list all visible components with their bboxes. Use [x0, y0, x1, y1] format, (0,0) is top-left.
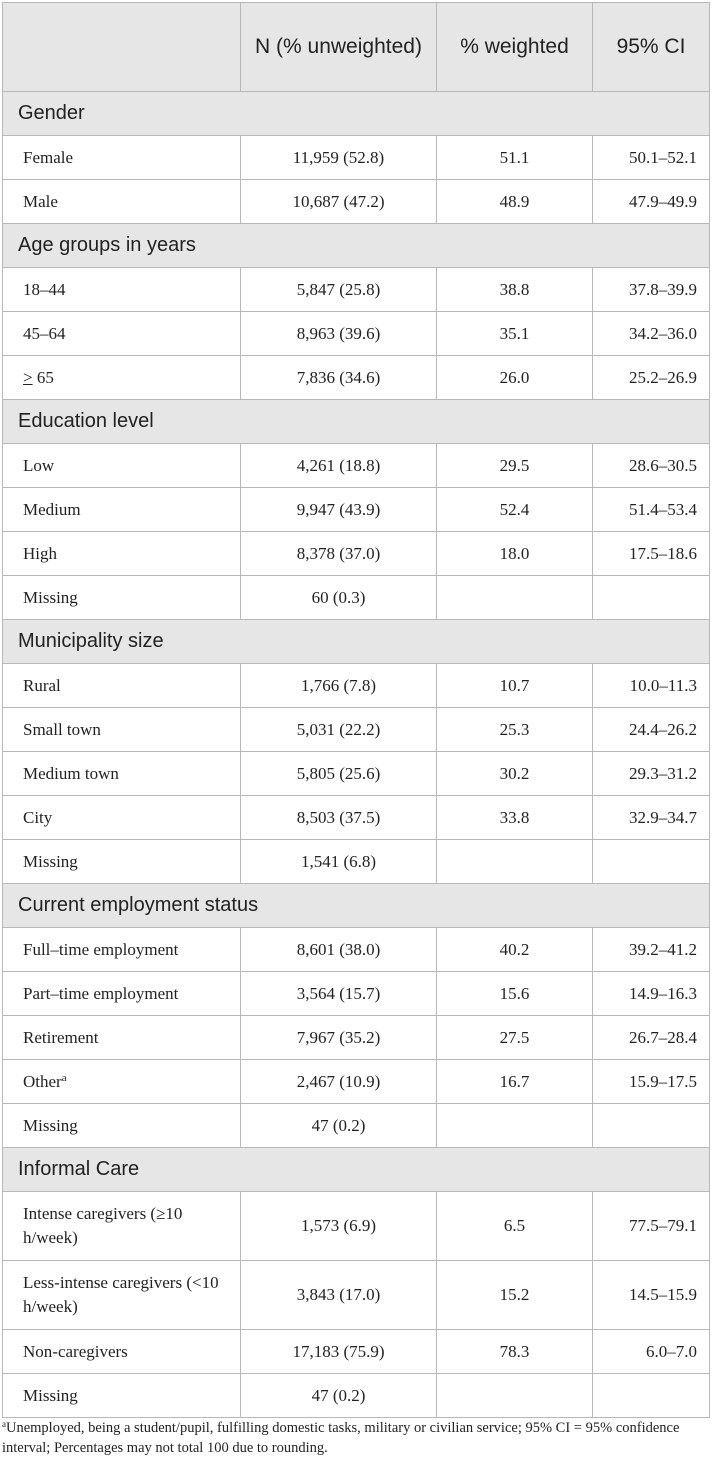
- cell-weighted: 38.8: [437, 268, 593, 312]
- cell-weighted: 52.4: [437, 488, 593, 532]
- row-label: [3, 1016, 241, 1060]
- cell-weighted: 10.7: [437, 664, 593, 708]
- header-weighted: % weighted: [437, 3, 593, 92]
- cell-weighted: 16.7: [437, 1060, 593, 1104]
- label-text: 18–44: [23, 279, 66, 299]
- cell-weighted: 25.3: [437, 708, 593, 752]
- row-label: [3, 928, 241, 972]
- cell-ci: 17.5–18.6: [593, 532, 710, 576]
- label-text: Rural: [23, 675, 61, 695]
- cell-weighted: 18.0: [437, 532, 593, 576]
- table-row: [3, 972, 710, 1016]
- row-label: [3, 752, 241, 796]
- cell-weighted: 27.5: [437, 1016, 593, 1060]
- row-label: [3, 136, 241, 180]
- footnote: [2, 1418, 709, 1458]
- row-label: [3, 840, 241, 884]
- label-text: Medium town: [23, 763, 119, 783]
- label-text: Retirement: [23, 1027, 99, 1047]
- row-label: [3, 576, 241, 620]
- cell-ci: 51.4–53.4: [593, 488, 710, 532]
- section-row: [3, 92, 710, 136]
- label-text: Less-intense caregivers (<10 h/week): [23, 1273, 219, 1316]
- section-row: [3, 620, 710, 664]
- label-text: Missing: [23, 587, 78, 607]
- table-row: [3, 1261, 710, 1330]
- section-title: Age groups in years: [3, 224, 710, 268]
- cell-weighted: 40.2: [437, 928, 593, 972]
- header-row: [3, 3, 710, 92]
- cell-n-unweighted: 8,963 (39.6): [241, 312, 437, 356]
- cell-ci: [593, 1104, 710, 1148]
- label-text: City: [23, 807, 53, 827]
- cell-n-unweighted: 7,967 (35.2): [241, 1016, 437, 1060]
- cell-weighted: 29.5: [437, 444, 593, 488]
- header-blank: [3, 3, 241, 92]
- cell-n-unweighted: 1,766 (7.8): [241, 664, 437, 708]
- cell-n-unweighted: 60 (0.3): [241, 576, 437, 620]
- table-row: [3, 1374, 710, 1418]
- row-label: [3, 532, 241, 576]
- cell-weighted: 26.0: [437, 356, 593, 400]
- label-text: Small town: [23, 719, 101, 739]
- label-text: Low: [23, 455, 55, 475]
- cell-n-unweighted: 11,959 (52.8): [241, 136, 437, 180]
- table-row: [3, 356, 710, 400]
- label-text: Full–time employment: [23, 939, 179, 959]
- cell-ci: 28.6–30.5: [593, 444, 710, 488]
- label-text: Female: [23, 147, 74, 167]
- header-n-unweighted: N (% unweighted): [241, 3, 437, 92]
- label-text: Other: [23, 1071, 62, 1091]
- table-row: [3, 796, 710, 840]
- section-row: [3, 224, 710, 268]
- label-text: Male: [23, 191, 58, 211]
- cell-weighted: 15.6: [437, 972, 593, 1016]
- cell-n-unweighted: 3,564 (15.7): [241, 972, 437, 1016]
- table-row: [3, 1192, 710, 1261]
- cell-ci: 34.2–36.0: [593, 312, 710, 356]
- row-label: [3, 972, 241, 1016]
- cell-n-unweighted: 2,467 (10.9): [241, 1060, 437, 1104]
- cell-n-unweighted: 8,503 (37.5): [241, 796, 437, 840]
- section-row: [3, 884, 710, 928]
- cell-weighted: [437, 840, 593, 884]
- row-label: [3, 796, 241, 840]
- table-row: [3, 664, 710, 708]
- cell-ci: 14.9–16.3: [593, 972, 710, 1016]
- cell-ci: 32.9–34.7: [593, 796, 710, 840]
- cell-weighted: [437, 576, 593, 620]
- table-row: [3, 136, 710, 180]
- cell-ci: 39.2–41.2: [593, 928, 710, 972]
- label-footnote-marker: a: [61, 1071, 67, 1084]
- cell-ci: 77.5–79.1: [593, 1192, 710, 1261]
- cell-weighted: [437, 1104, 593, 1148]
- cell-ci: 24.4–26.2: [593, 708, 710, 752]
- row-label: [3, 1192, 241, 1261]
- table-row: [3, 576, 710, 620]
- footnote-text: Unemployed, being a student/pupil, fulfilling domestic tasks, military or civilian service; 95% CI = 95% confidence interval; Percentages may not total 100 due to rounding.: [2, 1420, 680, 1456]
- cell-weighted: 35.1: [437, 312, 593, 356]
- cell-n-unweighted: 47 (0.2): [241, 1374, 437, 1418]
- cell-ci: [593, 576, 710, 620]
- label-text: Part–time employment: [23, 983, 179, 1003]
- section-row: [3, 1148, 710, 1192]
- cell-n-unweighted: 5,847 (25.8): [241, 268, 437, 312]
- cell-ci: 29.3–31.2: [593, 752, 710, 796]
- cell-n-unweighted: 8,601 (38.0): [241, 928, 437, 972]
- cell-weighted: 33.8: [437, 796, 593, 840]
- cell-n-unweighted: 5,805 (25.6): [241, 752, 437, 796]
- cell-ci: 15.9–17.5: [593, 1060, 710, 1104]
- table-row: [3, 840, 710, 884]
- label-text: Non-caregivers: [23, 1341, 128, 1361]
- cell-ci: 47.9–49.9: [593, 180, 710, 224]
- cell-ci: [593, 840, 710, 884]
- row-label: [3, 444, 241, 488]
- row-label: [3, 180, 241, 224]
- label-text: Medium: [23, 499, 81, 519]
- table-header: [3, 3, 710, 92]
- table-row: [3, 708, 710, 752]
- label-text: Missing: [23, 851, 78, 871]
- cell-n-unweighted: 3,843 (17.0): [241, 1261, 437, 1330]
- table-row: [3, 928, 710, 972]
- cell-weighted: 51.1: [437, 136, 593, 180]
- cell-weighted: 48.9: [437, 180, 593, 224]
- section-title: Municipality size: [3, 620, 710, 664]
- row-label: [3, 356, 241, 400]
- table-row: [3, 1104, 710, 1148]
- table-row: [3, 444, 710, 488]
- table-row: [3, 752, 710, 796]
- cell-n-unweighted: 1,541 (6.8): [241, 840, 437, 884]
- cell-weighted: 78.3: [437, 1330, 593, 1374]
- cell-ci: 26.7–28.4: [593, 1016, 710, 1060]
- row-label: [3, 488, 241, 532]
- row-label: [3, 1330, 241, 1374]
- row-label: [3, 268, 241, 312]
- cell-ci: 10.0–11.3: [593, 664, 710, 708]
- section-title: Education level: [3, 400, 710, 444]
- cell-n-unweighted: 8,378 (37.0): [241, 532, 437, 576]
- cell-ci: 37.8–39.9: [593, 268, 710, 312]
- row-label: [3, 1261, 241, 1330]
- section-row: [3, 400, 710, 444]
- footnote-marker: a: [2, 1419, 6, 1429]
- cell-n-unweighted: 1,573 (6.9): [241, 1192, 437, 1261]
- table-body: [3, 92, 710, 1418]
- section-title: Gender: [3, 92, 710, 136]
- cell-weighted: 6.5: [437, 1192, 593, 1261]
- row-label: [3, 708, 241, 752]
- table-row: [3, 1016, 710, 1060]
- cell-n-unweighted: 10,687 (47.2): [241, 180, 437, 224]
- table-row: [3, 268, 710, 312]
- label-text: Missing: [23, 1385, 78, 1405]
- cell-ci: 50.1–52.1: [593, 136, 710, 180]
- cell-weighted: 15.2: [437, 1261, 593, 1330]
- cell-ci: 25.2–26.9: [593, 356, 710, 400]
- section-title: Current employment status: [3, 884, 710, 928]
- row-label: [3, 1104, 241, 1148]
- row-label: [3, 664, 241, 708]
- table-row: [3, 1060, 710, 1104]
- section-title: Informal Care: [3, 1148, 710, 1192]
- demographics-table: [2, 2, 710, 1418]
- cell-weighted: 30.2: [437, 752, 593, 796]
- cell-n-unweighted: 9,947 (43.9): [241, 488, 437, 532]
- label-text: High: [23, 543, 57, 563]
- table-container: [2, 2, 709, 1418]
- cell-n-unweighted: 7,836 (34.6): [241, 356, 437, 400]
- cell-ci: 6.0–7.0: [593, 1330, 710, 1374]
- table-row: [3, 1330, 710, 1374]
- table-row: [3, 312, 710, 356]
- cell-ci: 14.5–15.9: [593, 1261, 710, 1330]
- table-row: [3, 532, 710, 576]
- row-label: [3, 312, 241, 356]
- row-label: [3, 1374, 241, 1418]
- label-text: 45–64: [23, 323, 66, 343]
- label-prefix: >: [23, 367, 33, 387]
- cell-n-unweighted: 4,261 (18.8): [241, 444, 437, 488]
- table-row: [3, 180, 710, 224]
- cell-n-unweighted: 47 (0.2): [241, 1104, 437, 1148]
- label-text: 65: [32, 367, 54, 387]
- cell-n-unweighted: 17,183 (75.9): [241, 1330, 437, 1374]
- cell-n-unweighted: 5,031 (22.2): [241, 708, 437, 752]
- label-text: Intense caregivers (≥10 h/week): [23, 1204, 183, 1247]
- label-text: Missing: [23, 1115, 78, 1135]
- header-ci: 95% CI: [593, 3, 710, 92]
- cell-ci: [593, 1374, 710, 1418]
- table-row: [3, 488, 710, 532]
- cell-weighted: [437, 1374, 593, 1418]
- row-label: [3, 1060, 241, 1104]
